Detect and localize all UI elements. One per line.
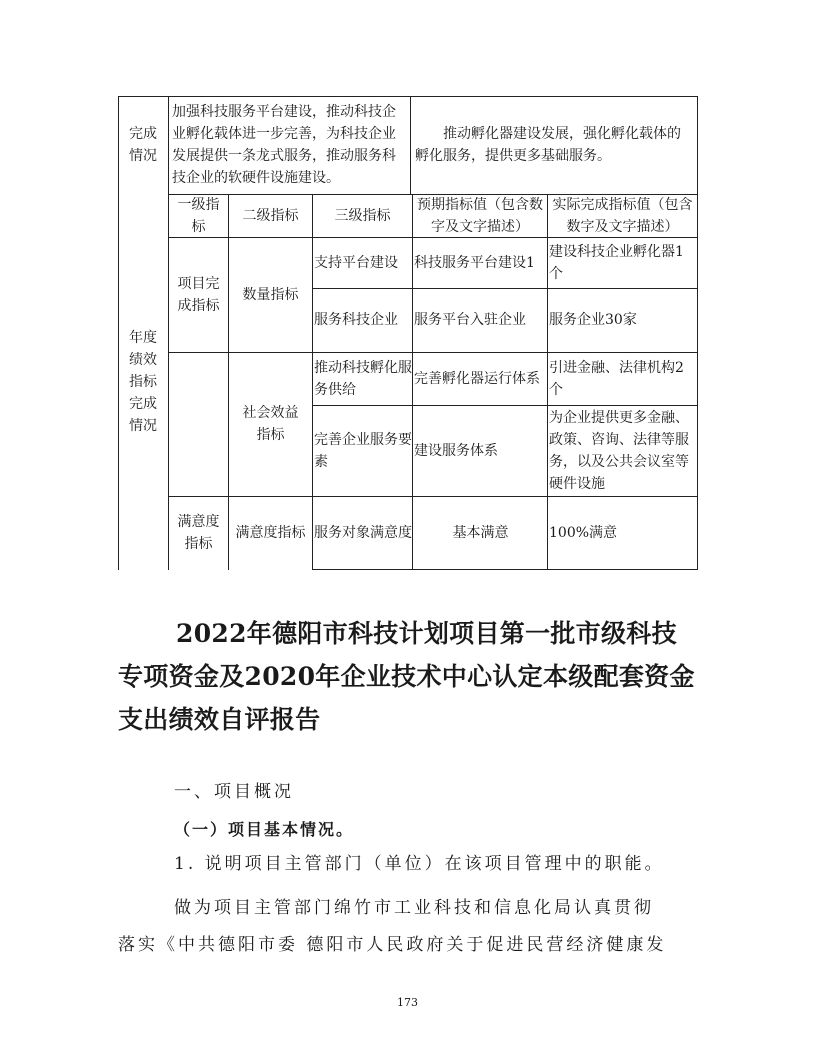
- section-heading: 一、项目概况: [174, 782, 294, 802]
- table-row-level3: 推动科技孵化服务供给: [314, 359, 412, 398]
- performance-table: [118, 96, 698, 570]
- header-expected: 预期指标值（包含数字及文字描述）: [417, 196, 543, 235]
- header-level2: 二级指标: [242, 207, 299, 224]
- table-row-actual: 引进金融、法律机构2个: [549, 359, 684, 398]
- table-row-level3: 服务科技企业: [314, 312, 398, 328]
- level2-quantity: 数量指标: [242, 286, 299, 303]
- level1-satisfaction: 满意度指标: [177, 514, 220, 552]
- table-row-expected: 完善孵化器运行体系: [414, 370, 540, 387]
- header-level3: 三级指标: [334, 207, 391, 224]
- level2-social: 社会效益指标: [242, 405, 299, 443]
- header-level1: 一级指标: [177, 196, 220, 235]
- numbered-item: 1. 说明项目主管部门（单位）在该项目管理中的职能。: [174, 854, 665, 874]
- table-row-level3: 服务对象满意度: [314, 525, 412, 541]
- level2-satisfaction: 满意度指标: [235, 525, 306, 541]
- level1-project: 项目完成指标: [177, 275, 220, 314]
- subsection-heading: （一）项目基本情况。: [174, 820, 355, 839]
- body-paragraph-line: 做为项目主管部门绵竹市工业科技和信息化局认真贯彻: [174, 898, 654, 918]
- annual-indicator-label: 年度绩效指标完成情况: [129, 330, 157, 434]
- table-row-expected: 建设服务体系: [414, 442, 498, 459]
- table-row-expected: 科技服务平台建设1: [414, 254, 535, 271]
- table-row-level3: 完善企业服务要素: [314, 431, 412, 470]
- completion-actual: 推动孵化器建设发展，强化孵化载体的孵化服务，提供更多基础服务。: [415, 126, 681, 164]
- table-row-expected: 基本满意: [452, 525, 509, 541]
- table-row-level3: 支持平台建设: [314, 254, 398, 271]
- report-title: 2022年德阳市科技计划项目第一批市级科技专项资金及2020年企业技术中心认定本级配套资金支出绩效自评报告: [118, 619, 695, 734]
- body-paragraph-line: 落实《中共德阳市委 德阳市人民政府关于促进民营经济健康发: [118, 935, 667, 955]
- completion-plan: 加强科技服务平台建设，推动科技企业孵化载体进一步完善，为科技企业发展提供一条龙式服务，推动服务科技企业的软硬件设施建设。: [172, 104, 396, 186]
- header-actual: 实际完成指标值（包含数字及文字描述）: [552, 196, 693, 235]
- table-row-actual: 服务企业30家: [549, 312, 637, 328]
- table-row-actual: 为企业提供更多金融、政策、咨询、法律等服务，以及公共会议室等硬件设施: [549, 409, 689, 492]
- table-row-actual: 建设科技企业孵化器1个: [549, 243, 684, 282]
- completion-label: 完成情况: [129, 126, 157, 164]
- table-row-actual: 100%满意: [549, 525, 618, 541]
- table-row-expected: 服务平台入驻企业: [414, 312, 526, 328]
- page-number: 173: [397, 996, 418, 1009]
